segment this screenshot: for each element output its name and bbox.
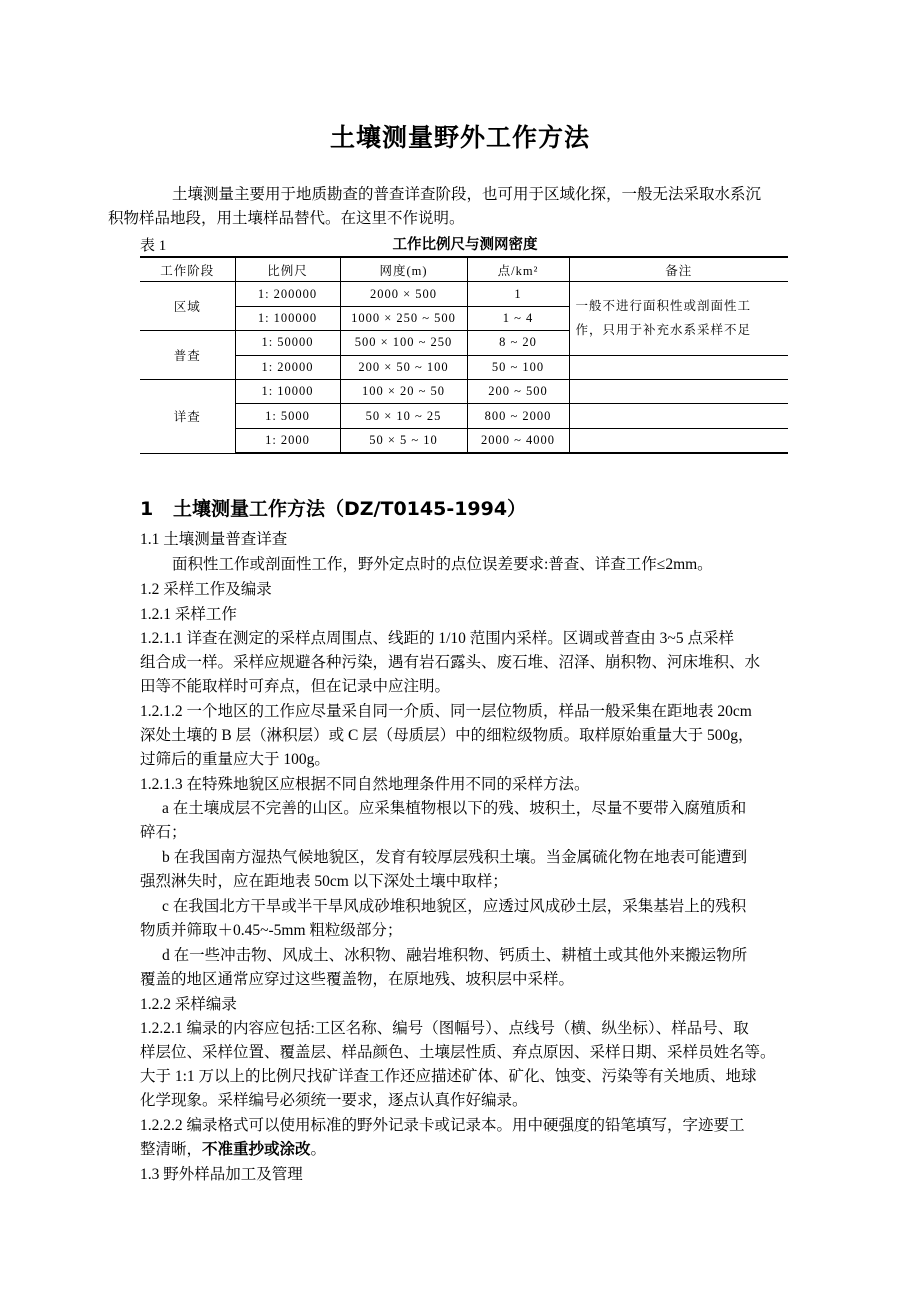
table-caption: 工作比例尺与测网密度 [392,237,538,253]
para-1-2-1-2-line-2: 深处土壤的 B 层（淋积层）或 C 层（母质层）中的细粒级物质。取样原始重量大于 500g， [140,727,754,744]
stage-cell: 区域 [140,282,235,331]
table-row [140,428,788,453]
subsection-1-2-1: 1.2.1 采样工作 [140,606,237,623]
scale-cell: 1: 20000 [235,355,340,379]
grid-cell: 500 × 100 ~ 250 [340,331,467,355]
para-1-2-2-2-text-c: 。 [310,1141,327,1158]
remark-empty-cell [569,379,788,403]
subsection-1-1-text: 面积性工作或剖面性工作，野外定点时的点位误差要求:普查、详查工作≤2mm。 [172,556,713,573]
table-row [140,282,788,306]
scale-cell: 1: 5000 [235,404,340,428]
scale-cell: 1: 10000 [235,379,340,403]
density-cell: 2000 ~ 4000 [467,428,569,453]
item-d-line-2: 覆盖的地区通常应穿过这些覆盖物，在原地残、坡积层中采样。 [140,971,575,988]
density-cell: 50 ~ 100 [467,355,569,379]
header-density: 点/km² [467,257,569,282]
grid-cell: 50 × 10 ~ 25 [340,404,467,428]
para-1-2-2-2-bold-text: 不准重抄或涂改 [202,1141,311,1158]
grid-cell: 1000 × 250 ~ 500 [340,306,467,330]
header-remark: 备注 [569,257,788,282]
section-1-number: 1 [140,498,154,520]
para-1-2-1-1-line-3: 田等不能取样时可弃点，但在记录中应注明。 [140,678,451,695]
scale-cell: 1: 100000 [235,306,340,330]
subsection-1-2-2: 1.2.2 采样编录 [140,996,237,1013]
para-1-2-1-1-line-1: 1.2.1.1 详查在测定的采样点周围点、线距的 1/10 范围内采样。区调或普查由 3~5 点采样 [140,630,734,647]
item-a-line-2: 碎石； [140,824,187,841]
item-b-line-2: 强烈淋失时，应在距地表 50cm 以下深处土壤中取样； [140,873,508,890]
scale-cell: 1: 50000 [235,331,340,355]
intro-line-1: 土壤测量主要用于地质勘查的普查详查阶段，也可用于区域化探，一般无法采取水系沉 [172,186,762,203]
item-c-line-2: 物质并筛取＋0.45~-5mm 粗粒级部分； [140,922,403,939]
scale-cell: 1: 2000 [235,428,340,453]
grid-cell: 50 × 5 ~ 10 [340,428,467,453]
grid-cell: 100 × 20 ~ 50 [340,379,467,403]
para-1-2-1-2-line-3: 过筛后的重量应大于 100g。 [140,751,330,768]
stage-cell: 普查 [140,331,235,380]
para-1-2-2-1-line-3: 大于 1:1 万以上的比例尺找矿详查工作还应描述矿体、矿化、蚀变、污染等有关地质、地球 [140,1068,757,1085]
remark-empty-cell [569,355,788,379]
para-1-2-1-1-line-2: 组合成一样。采样应规避各种污染，遇有岩石露头、废石堆、沼泽、崩积物、河床堆积、水 [140,654,761,671]
item-a-line-1: a 在土壤成层不完善的山区。应采集植物根以下的残、坡积土，尽量不要带入腐殖质和 [162,800,747,817]
density-cell: 8 ~ 20 [467,331,569,355]
density-cell: 200 ~ 500 [467,379,569,403]
table-row [140,379,788,403]
para-1-2-2-2-line-1: 1.2.2.2 编录格式可以使用标准的野外记录卡或记录本。用中硬强度的铅笔填写，字迹要工 [140,1117,745,1134]
density-cell: 1 ~ 4 [467,306,569,330]
scale-density-table [140,256,788,454]
para-1-2-2-1-line-2: 样层位、采样位置、覆盖层、样品颜色、土壤层性质、弃点原因、采样日期、采样员姓名等。 [140,1044,776,1061]
table-row [140,355,788,379]
density-cell: 800 ~ 2000 [467,404,569,428]
intro-paragraph [108,183,790,231]
header-grid: 网度(m) [340,257,467,282]
section-1-title: 土壤测量工作方法（DZ/T0145-1994） [173,498,527,520]
header-scale: 比例尺 [235,257,340,282]
subsection-1-3: 1.3 野外样品加工及管理 [140,1166,303,1183]
item-d-line-1: d 在一些冲击物、风成土、冰积物、融岩堆积物、钙质土、耕植土或其他外来搬运物所 [162,947,748,964]
remark-cell [569,282,788,355]
remark-line-2: 作，只用于补充水系采样不足 [575,323,752,338]
section-1-heading [140,494,526,521]
para-1-2-2-2-text-a: 整清晰， [140,1141,203,1158]
subsection-1-1: 1.1 土壤测量普查详查 [140,531,288,548]
para-1-2-2-1-line-1: 1.2.2.1 编录的内容应包括:工区名称、编号（图幅号）、点线号（横、纵坐标）、样品号、取 [140,1020,749,1037]
remark-empty-cell [569,404,788,428]
table-row [140,404,788,428]
table-header-row [140,257,788,282]
table-number: 表 1 [140,238,167,254]
header-stage: 工作阶段 [140,257,235,282]
para-1-2-2-1-line-4: 化学现象。采样编号必须统一要求，逐点认真作好编录。 [140,1092,528,1109]
grid-cell: 2000 × 500 [340,282,467,306]
density-cell: 1 [467,282,569,306]
scale-cell: 1: 200000 [235,282,340,306]
subsection-1-2: 1.2 采样工作及编录 [140,581,272,598]
item-c-line-1: c 在我国北方干旱或半干旱风成砂堆积地貌区，应透过风成砂土层，采集基岩上的残积 [162,898,747,915]
intro-line-2: 积物样品地段，用土壤样品替代。在这里不作说明。 [108,210,465,227]
grid-cell: 200 × 50 ~ 100 [340,355,467,379]
remark-line-1: 一般不进行面积性或剖面性工 [575,299,752,314]
stage-cell: 详查 [140,379,235,453]
para-1-2-1-2-line-1: 1.2.1.2 一个地区的工作应尽量采自同一介质、同一层位物质，样品一般采集在距地表 20cm [140,703,752,720]
remark-empty-cell [569,428,788,453]
para-1-2-1-3: 1.2.1.3 在特殊地貌区应根据不同自然地理条件用不同的采样方法。 [140,776,590,793]
para-1-2-2-2-line-2 [140,1138,800,1162]
document-title: 土壤测量野外工作方法 [329,123,590,152]
item-b-line-1: b 在我国南方湿热气候地貌区，发育有较厚层残积土壤。当金属硫化物在地表可能遭到 [162,849,748,866]
